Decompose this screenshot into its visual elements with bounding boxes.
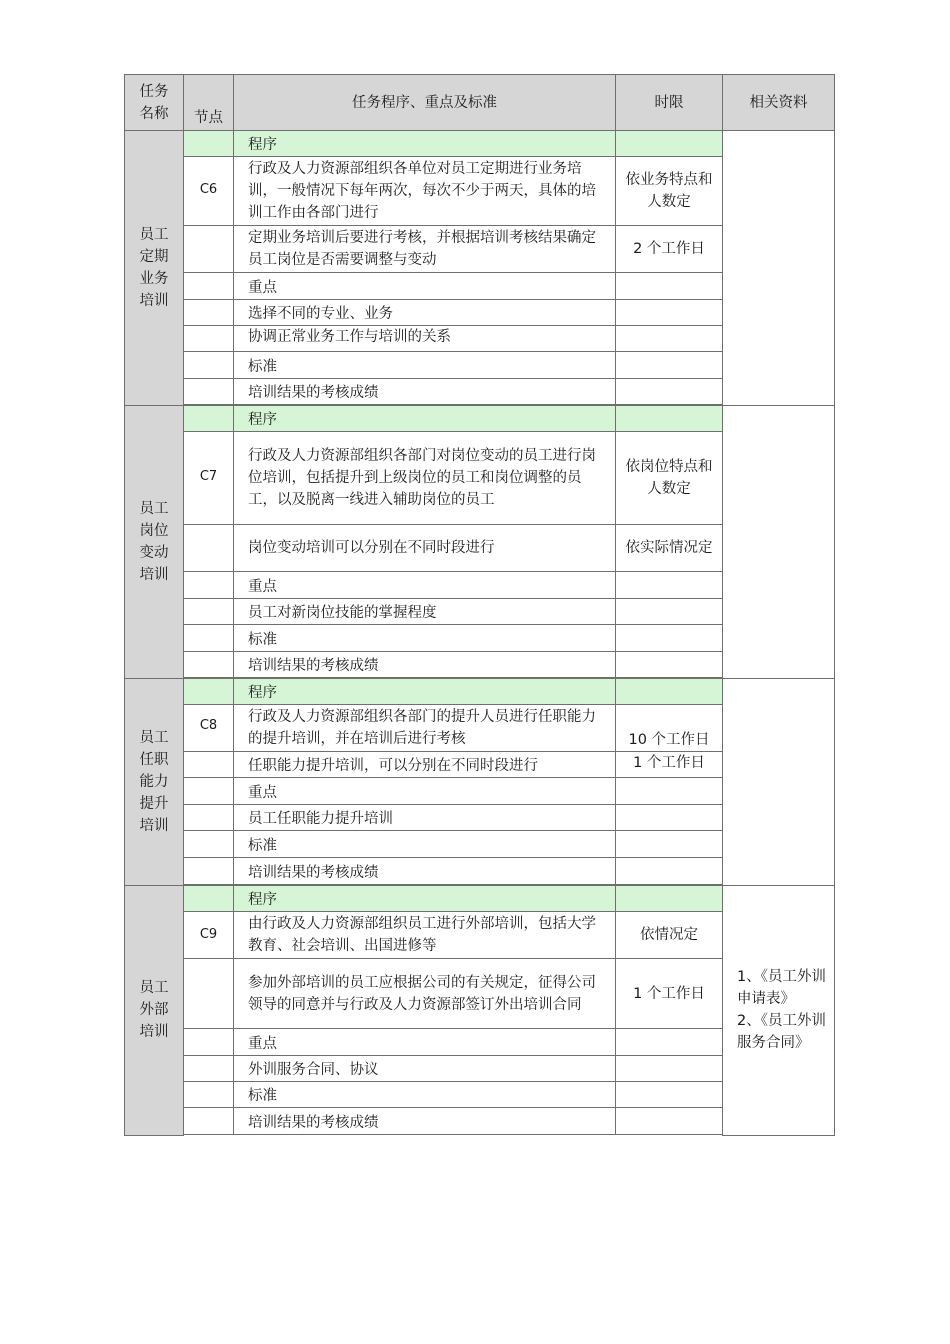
time-cell [616,131,723,157]
related-docs-cell [723,131,835,406]
standard-label: 标准 [234,1082,616,1108]
standard-item: 培训结果的考核成绩 [234,1108,616,1135]
node-cell [184,406,234,432]
table-row [125,886,835,912]
node-cell [184,752,234,778]
node-id: C7 [184,432,234,525]
time-cell [616,599,723,625]
node-id: C9 [184,912,234,959]
time-cell [616,326,723,352]
time-cell [616,300,723,326]
step-time: 10 个工作日 [616,705,723,752]
header-procedure: 任务程序、重点及标准 [234,75,616,131]
time-cell [616,625,723,652]
node-id: C8 [184,705,234,752]
time-cell [616,1029,723,1056]
task-name-cell: 员工岗位变动培训 [125,406,184,679]
step-time: 依业务特点和人数定 [616,157,723,226]
procedure-label: 程序 [234,679,616,705]
node-cell [184,959,234,1029]
task-name-cell: 员工任职能力提升培训 [125,679,184,886]
table-row [125,679,835,705]
focus-item: 外训服务合同、协议 [234,1056,616,1082]
standard-label: 标准 [234,625,616,652]
standard-label: 标准 [234,831,616,858]
procedure-label: 程序 [234,406,616,432]
focus-item: 员工对新岗位技能的掌握程度 [234,599,616,625]
node-cell [184,352,234,379]
node-cell [184,831,234,858]
training-procedure-table [124,74,835,1136]
related-doc-item: 2、《员工外训服务合同》 [737,1013,826,1052]
standard-label: 标准 [234,352,616,379]
step-text: 参加外部培训的员工应根据公司的有关规定，征得公司领导的同意并与行政及人力资源部签订外出培训合同 [234,959,616,1029]
node-cell [184,226,234,273]
node-cell [184,652,234,678]
step-text: 任职能力提升培训，可以分别在不同时段进行 [234,752,616,778]
time-cell [616,805,723,831]
time-cell [616,273,723,300]
node-cell [184,599,234,625]
step-text: 定期业务培训后要进行考核，并根据培训考核结果确定员工岗位是否需要调整与变动 [234,226,616,273]
table-row [125,406,835,432]
focus-label: 重点 [234,1029,616,1056]
time-cell [616,1082,723,1108]
step-time: 依实际情况定 [616,525,723,572]
procedure-label: 程序 [234,886,616,912]
node-cell [184,679,234,705]
standard-item: 培训结果的考核成绩 [234,379,616,405]
step-time: 依岗位特点和人数定 [616,432,723,525]
node-cell [184,1056,234,1082]
task-name-cell: 员工外部培训 [125,886,184,1136]
time-cell [616,652,723,678]
time-cell [616,1108,723,1135]
standard-item: 培训结果的考核成绩 [234,858,616,885]
time-cell [616,858,723,885]
node-cell [184,379,234,405]
time-cell [616,406,723,432]
related-docs-cell [723,886,835,1136]
time-cell [616,1056,723,1082]
procedure-label: 程序 [234,131,616,157]
focus-label: 重点 [234,778,616,805]
time-cell [616,886,723,912]
related-docs-cell [723,406,835,679]
focus-item: 协调正常业务工作与培训的关系 [234,326,616,352]
step-time: 1 个工作日 [616,959,723,1029]
step-time: 依情况定 [616,912,723,959]
table-header-row [125,75,835,131]
time-cell [616,679,723,705]
node-cell [184,1029,234,1056]
task-name-cell: 员工定期业务培训 [125,131,184,406]
node-cell [184,525,234,572]
header-node: 节点 [184,75,234,131]
node-cell [184,326,234,352]
standard-item: 培训结果的考核成绩 [234,652,616,678]
focus-label: 重点 [234,273,616,300]
table-row [125,131,835,157]
node-cell [184,886,234,912]
node-cell [184,625,234,652]
node-cell [184,1082,234,1108]
step-text: 由行政及人力资源部组织员工进行外部培训，包括大学教育、社会培训、出国进修等 [234,912,616,959]
header-related-docs: 相关资料 [723,75,835,131]
node-cell [184,572,234,599]
time-cell [616,379,723,405]
time-cell [616,352,723,379]
step-text: 行政及人力资源部组织各单位对员工定期进行业务培训，一般情况下每年两次，每次不少于两天，具体的培训工作由各部门进行 [234,157,616,226]
step-text: 岗位变动培训可以分别在不同时段进行 [234,525,616,572]
header-task-name: 任务名称 [125,75,184,131]
node-id: C6 [184,157,234,226]
time-cell [616,572,723,599]
node-cell [184,858,234,885]
time-cell [616,778,723,805]
related-docs-cell [723,679,835,886]
focus-item: 选择不同的专业、业务 [234,300,616,326]
related-doc-item: 1、《员工外训申请表》 [737,969,826,1008]
step-time: 2 个工作日 [616,226,723,273]
focus-item: 员工任职能力提升培训 [234,805,616,831]
step-time: 1 个工作日 [616,752,723,778]
node-cell [184,300,234,326]
node-cell [184,805,234,831]
focus-label: 重点 [234,572,616,599]
node-cell [184,131,234,157]
step-text: 行政及人力资源部组织各部门的提升人员进行任职能力的提升培训，并在培训后进行考核 [234,705,616,752]
node-cell [184,273,234,300]
step-text: 行政及人力资源部组织各部门对岗位变动的员工进行岗位培训，包括提升到上级岗位的员工和岗位调整的员工，以及脱离一线进入辅助岗位的员工 [234,432,616,525]
time-cell [616,831,723,858]
header-time-limit: 时限 [616,75,723,131]
node-cell [184,778,234,805]
node-cell [184,1108,234,1135]
